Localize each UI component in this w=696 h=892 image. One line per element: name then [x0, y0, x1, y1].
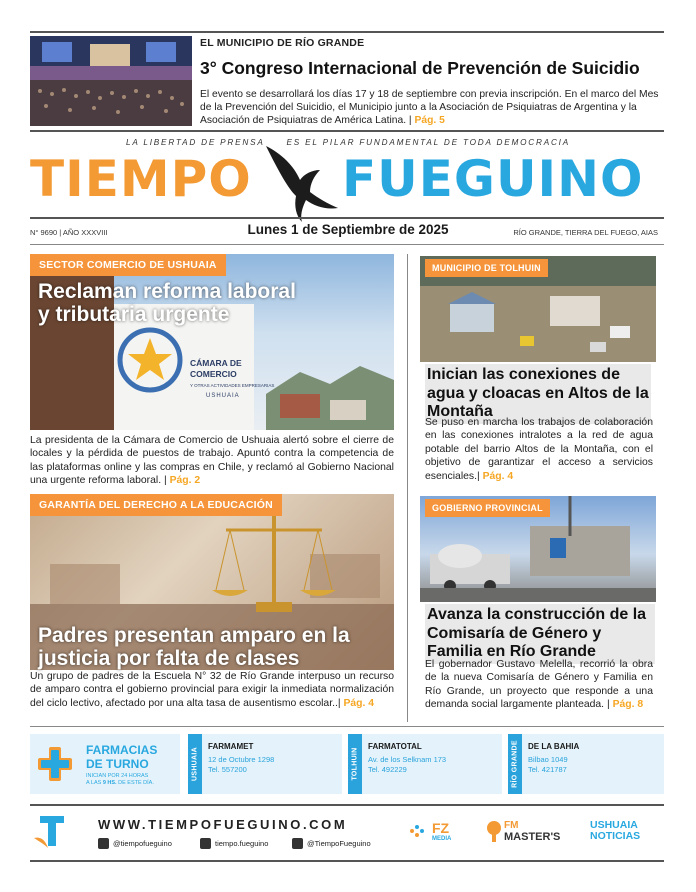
education-headline-line-2: justicia por falta de clases	[38, 647, 300, 670]
pharmacy-city: USHUAIA	[191, 747, 199, 781]
fz-media-logo[interactable]	[408, 820, 458, 846]
tolhuin-page-ref[interactable]: Pág. 4	[482, 470, 514, 482]
pharmacy-note-2-pre: A LAS	[86, 780, 103, 786]
province-kicker: GOBIERNO PROVINCIAL	[425, 499, 550, 517]
pharmacy-phone: Tel. 492229	[368, 765, 407, 774]
facebook-icon	[200, 838, 211, 849]
brand-name-left: TIEMPO	[30, 150, 252, 208]
commerce-body-text: La presidenta de la Cámara de Comercio de Ushuaia alertó sobre el cierre de locales y la pérdida de puestos de trabajo. Apuntó contra la competencia de las plataformas online y las compras en Chile, y reclamó al Gobierno Nacional una urgente reforma laboral. |	[30, 435, 394, 487]
sign-line-2: COMERCIO	[190, 369, 237, 379]
fm-masters-logo[interactable]	[486, 818, 572, 846]
pharmacy-title-2: DE TURNO	[86, 757, 149, 771]
chamber-sign-text	[190, 358, 274, 402]
pharmacy-ushuaia[interactable]	[188, 734, 342, 794]
ushuaia-noticias-logo[interactable]	[590, 820, 660, 846]
issue-date: Lunes 1 de Septiembre de 2025	[247, 222, 449, 237]
issue-location: RÍO GRANDE, TIERRA DEL FUEGO, AIAS	[513, 228, 658, 237]
dateline-rule	[30, 244, 664, 245]
top-rule	[30, 31, 664, 33]
pharmacy-phone: Tel. 421787	[528, 765, 567, 774]
x-link[interactable]	[292, 838, 371, 849]
commerce-kicker: SECTOR COMERCIO DE USHUAIA	[30, 254, 226, 276]
column-divider	[407, 254, 408, 722]
instagram-link[interactable]	[98, 838, 172, 849]
pharmacy-city: TOLHUIN	[351, 747, 359, 781]
pharmacy-cross-icon	[38, 747, 72, 781]
pharmacy-city-tab	[188, 734, 202, 794]
pharmacy-title-1: FARMACIAS	[86, 743, 158, 757]
pharmacy-address: Bilbao 1049	[528, 755, 568, 764]
pharmacy-tolhuin[interactable]	[348, 734, 502, 794]
tagline-right: ES EL PILAR FUNDAMENTAL DE TODA DEMOCRACIA	[286, 138, 571, 147]
education-body-text: Un grupo de padres de la Escuela N° 32 de Río Grande interpuso un recurso de amparo contra el gobierno provincial para exigir la inmediata normalización del ciclo lectivo, afectado por una alta tasa de ausentismo escolar..|	[30, 671, 394, 709]
ushuaia-noticias-line-2: NOTICIAS	[590, 830, 641, 842]
issue-number: N° 9690 | AÑO XXXVIII	[30, 228, 108, 237]
pharmacy-note-2	[86, 780, 154, 786]
teaser-bottom-rule	[30, 130, 664, 132]
pharmacy-address: 12 de Octubre 1298	[208, 755, 275, 764]
ushuaia-noticias-line-1: USHUAIA	[590, 819, 638, 831]
pharmacy-note-2-hours: 9 HS.	[102, 780, 117, 786]
tolhuin-kicker: MUNICIPIO DE TOLHUIN	[425, 259, 548, 277]
pharmacy-city-tab	[508, 734, 522, 794]
brand-name-right: FUEGUINO	[342, 150, 644, 208]
education-kicker: GARANTÍA DEL DERECHO A LA EDUCACIÓN	[30, 494, 282, 516]
albatross-logo-icon	[262, 140, 342, 224]
pharmacy-note-1: INICIAN POR 24 HORAS	[86, 773, 149, 779]
stories-bottom-rule	[30, 726, 664, 727]
commerce-headline-line-1: Reclaman reforma laboral	[38, 280, 296, 303]
pharmacy-rio-grande[interactable]	[508, 734, 664, 794]
footer-top-rule	[30, 804, 664, 806]
tagline-left: LA LIBERTAD DE PRENSA	[125, 138, 265, 147]
teaser-summary	[200, 88, 660, 127]
education-headline-line-1: Padres presentan amparo en la	[38, 624, 350, 647]
pharmacy-banner	[30, 734, 180, 794]
pharmacy-city-tab	[348, 734, 362, 794]
education-summary	[30, 670, 394, 710]
fm-head-icon	[486, 820, 502, 842]
pharmacy-name: FARMATOTAL	[368, 742, 422, 751]
tolhuin-headline[interactable]: Inician las conexiones de agua y cloacas en Altos de la Montaña	[425, 364, 651, 424]
education-headline[interactable]	[38, 624, 350, 670]
teaser-headline[interactable]: 3° Congreso Internacional de Prevención de Suicidio	[200, 58, 640, 78]
tolhuin-body-text: Se puso en marcha los trabajos de colaboración en las conexiones intralotes a la red de agua potable del barrio Altos de la Montaña, con el objetivo de garantizar el acceso a servicios esenciales.|	[425, 417, 653, 482]
sign-line-4: USHUAIA	[206, 393, 240, 399]
tagline	[0, 138, 696, 147]
footer-bottom-rule	[30, 860, 664, 862]
commerce-headline-line-2: y tributaria urgente	[38, 303, 230, 326]
tolhuin-summary	[425, 416, 653, 483]
instagram-handle: @tiempofueguino	[113, 839, 172, 848]
masthead-bottom-rule	[30, 217, 664, 219]
education-page-ref[interactable]: Pág. 4	[343, 697, 375, 709]
pharmacy-address: Av. de los Selknam 173	[368, 755, 447, 764]
province-body-text: El gobernador Gustavo Melella, recorrió la obra de la nueva Comisaría de Género y Familia en Río Grande, un proyecto que responde a una demanda social largamente planteada. |	[425, 659, 653, 711]
fm-sub: MASTER'S	[504, 831, 561, 843]
sign-line-1: CÁMARA DE	[190, 358, 242, 368]
facebook-link[interactable]	[200, 838, 268, 849]
commerce-summary	[30, 434, 394, 488]
province-page-ref[interactable]: Pág. 8	[612, 699, 644, 711]
x-icon	[292, 838, 303, 849]
instagram-icon	[98, 838, 109, 849]
pharmacy-phone: Tel. 557200	[208, 765, 247, 774]
pharmacy-name: FARMAMET	[208, 742, 254, 751]
footer-t-logo-icon	[34, 814, 68, 850]
facebook-handle: tiempo.fueguino	[215, 839, 269, 848]
fz-sub: MEDIA	[432, 836, 452, 842]
commerce-headline[interactable]	[38, 280, 296, 326]
fz-mark: FZ	[432, 820, 450, 836]
teaser-body-text: El evento se desarrollará los días 17 y 18 de septiembre con previa inscripción. En el marco del Mes de la Prevención del Suicidio, el Municipio junto a la Asociación de Psiquiatras de Argentina y la Asociación de Psiquiatras de América Latina. |	[200, 89, 659, 126]
province-headline[interactable]: Avanza la construcción de la Comisaría de Género y Familia en Río Grande	[425, 604, 655, 664]
congress-photo[interactable]	[30, 36, 192, 126]
pharmacy-name: DE LA BAHIA	[528, 742, 580, 751]
website-link[interactable]: WWW.TIEMPOFUEGUINO.COM	[98, 817, 348, 832]
fm-mark: FM	[504, 820, 519, 831]
x-handle: @TiempoFueguino	[307, 839, 371, 848]
fz-dots-icon	[408, 823, 424, 839]
commerce-page-ref[interactable]: Pág. 2	[169, 475, 201, 487]
teaser-page-ref[interactable]: Pág. 5	[414, 115, 445, 126]
pharmacy-city: RÍO GRANDE	[511, 740, 519, 788]
teaser-kicker: EL MUNICIPIO DE RÍO GRANDE	[200, 37, 365, 49]
sign-line-3: Y OTRAS ACTIVIDADES EMPRESARIAS	[190, 383, 275, 388]
pharmacy-note-2-post: DE ESTE DÍA.	[116, 780, 154, 786]
province-summary	[425, 658, 653, 712]
